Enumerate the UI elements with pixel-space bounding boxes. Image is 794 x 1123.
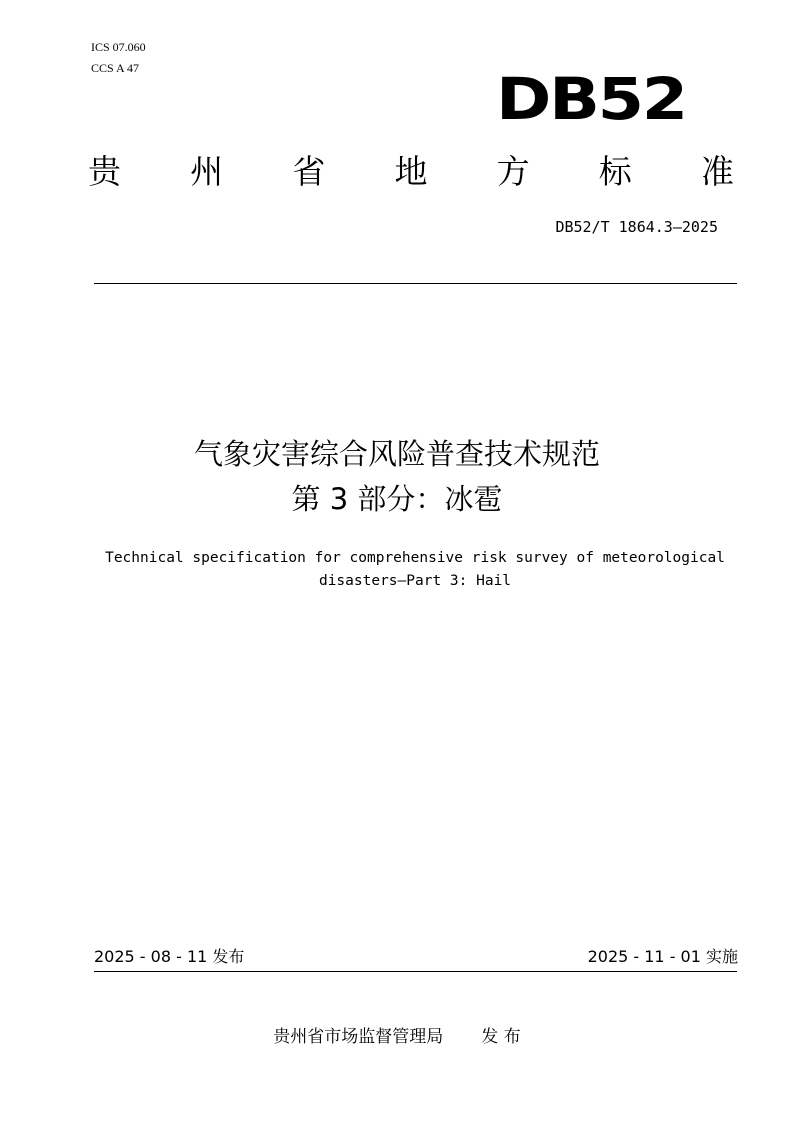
publisher-line [0, 1025, 794, 1049]
ccs-code: CCS A 47 [91, 61, 140, 75]
issuing-authority: 贵州省市场监督管理局 [273, 1027, 444, 1047]
standard-mark: DB52 [496, 65, 686, 133]
issue-word: 发 布 [481, 1027, 521, 1047]
document-part-title: 第 3 部分：冰雹 [291, 482, 503, 516]
standard-type-char: 标 [598, 152, 632, 191]
english-title-line-1: Technical specification for comprehensive risk survey of meteorological [105, 550, 725, 566]
document-title: 气象灾害综合风险普查技术规范 [193, 437, 600, 471]
issue-date: 2025 - 08 - 11 发布 [94, 947, 245, 966]
footer-divider [94, 971, 737, 972]
standard-type-char: 州 [190, 152, 224, 191]
header-divider [94, 283, 737, 284]
ics-code: ICS 07.060 [91, 40, 146, 54]
implementation-date: 2025 - 11 - 01 实施 [587, 947, 738, 966]
standard-type-char: 省 [292, 152, 326, 191]
standard-type-char: 准 [700, 152, 734, 191]
standard-number: DB52/T 1864.3—2025 [555, 218, 718, 236]
standard-type-heading [88, 150, 734, 194]
standard-type-char: 地 [394, 152, 428, 191]
standard-type-char: 方 [496, 152, 530, 191]
standard-type-char: 贵 [88, 152, 121, 191]
english-title-line-2: disasters—Part 3: Hail [318, 573, 512, 589]
